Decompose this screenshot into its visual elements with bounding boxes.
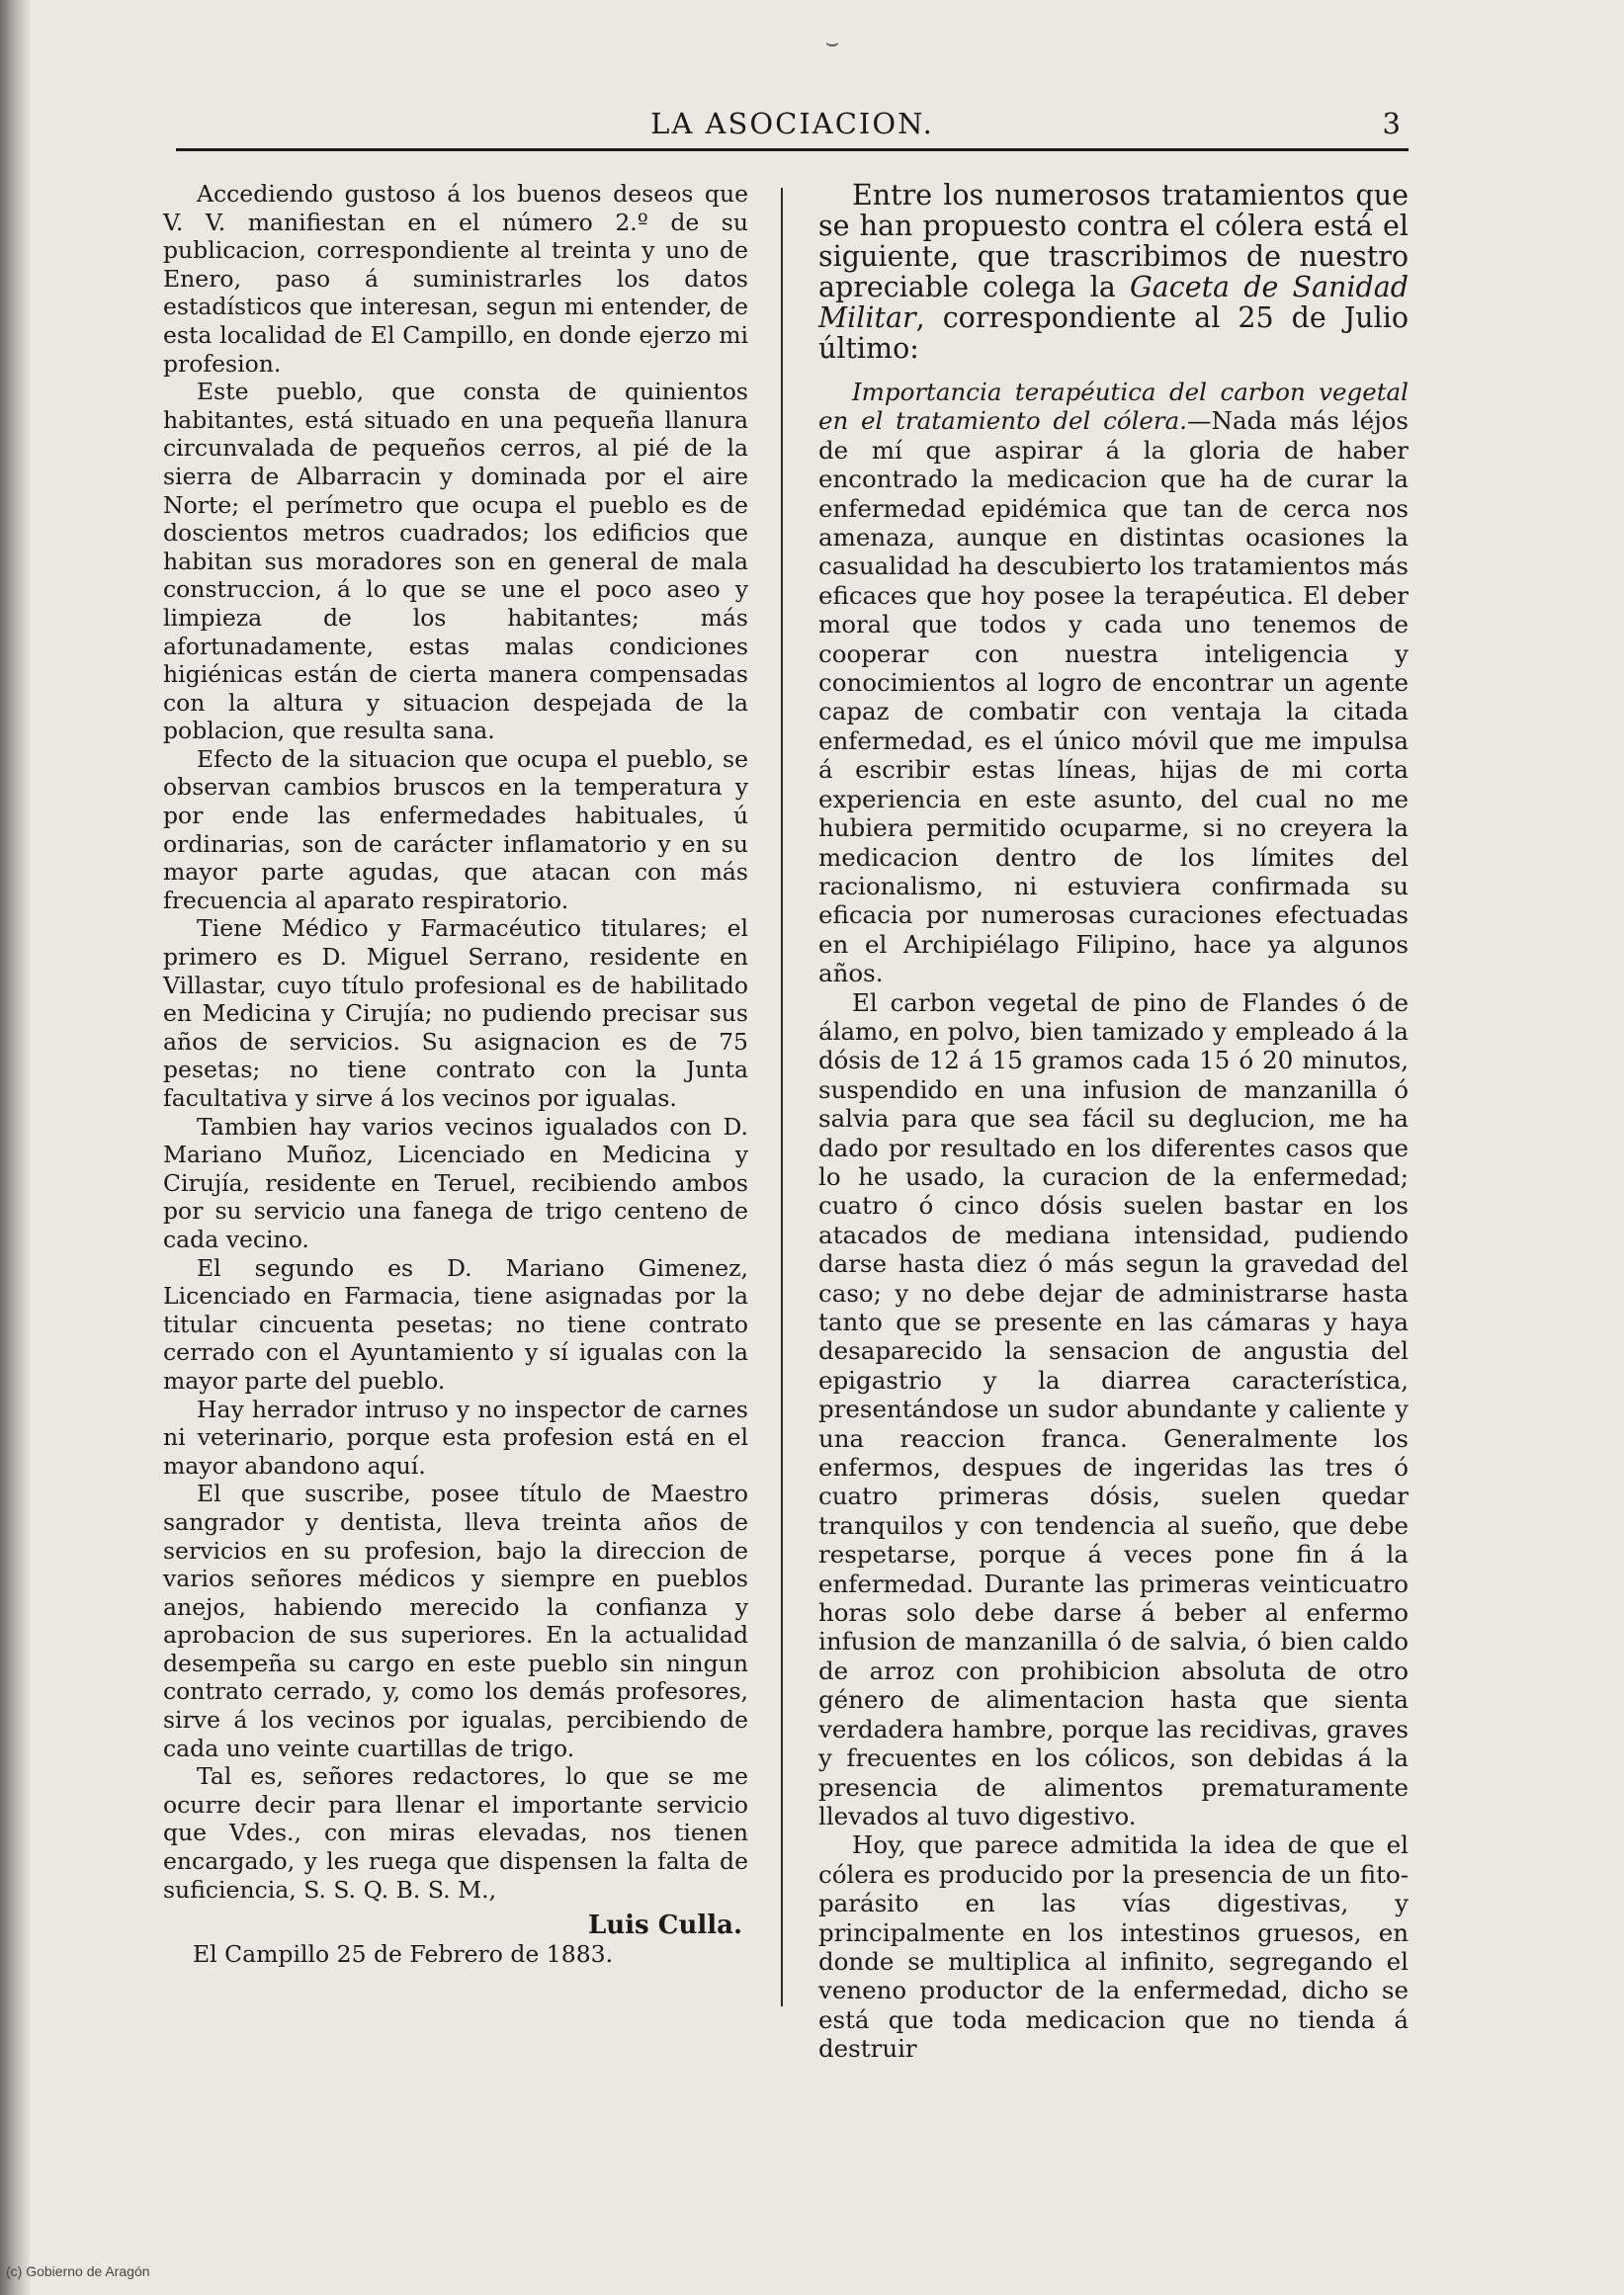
paragraph: Hoy, que parece admitida la idea de que el cólera es producido por la presencia de un fito-parásito en las vías digestivas, y principalmente en los intestinos gruesos, en donde se multiplica al infinito, segregando el veneno productor de la enfermedad, dicho se está que toda medicacion que no tienda á destruir: [818, 1830, 1409, 2064]
article-paragraph: [818, 378, 1409, 988]
page-title: LA ASOCIACION.: [650, 107, 934, 140]
journal-name: Gaceta de Sanidad Militar: [818, 271, 1409, 334]
article-title: Importancia terapéutica del carbon vegetal en el tratamiento del cólera.: [818, 378, 1409, 436]
book-spine-shadow: [0, 0, 30, 2295]
lead-paragraph: [818, 180, 1409, 364]
lead-text-end: , correspondiente al 25 de Julio último:: [818, 301, 1409, 365]
paragraph: Tiene Médico y Farmacéutico titulares; el primero es D. Miguel Serrano, residente en Villastar, cuyo título profesional es de habilitado en Medicina y Cirujía; no pudiendo precisar sus años de servicios. Su asignacion es de 75 pesetas; no tiene contrato con la Junta facultativa y sirve á los vecinos por igualas.: [163, 914, 748, 1112]
lead-text: Entre los numerosos tratamientos que se han propuesto contra el cólera está el siguiente, que trascribimos de nuestro apreciable colega la: [818, 179, 1409, 303]
paragraph: El carbon vegetal de pino de Flandes ó de álamo, en polvo, bien tamizado y empleado á la dósis de 12 á 15 gramos cada 15 ó 20 minutos, suspendido en una infusion de manzanilla ó salvia para que sea fácil su deglucion, me ha dado por resultado en los diferentes casos que lo he usado, la curacion de la enfermedad; cuatro ó cinco dósis suelen bastar en los atacados de mediana intensidad, pudiendo darse hasta diez ó más segun la gravedad del caso; y no debe dejar de administrarse hasta tanto que se presente en las cámaras y haya desaparecido la sensacion de angustia del epigastrio y la diarrea característica, presentándose un sudor abundante y caliente y una reaccion franca. Generalmente los enfermos, despues de ingeridas las tres ó cuatro primeras dósis, suelen quedar tranquilos y con tendencia al sueño, que debe respetarse, porque á veces pone fin á la enfermedad. Durante las primeras veinticuatro horas solo debe darse á beber al enfermo infusion de manzanilla ó de salvia, ó bien caldo de arroz con prohibicion absoluta de otro género de alimentacion hasta que sienta verdadera hambre, porque las recidivas, graves y frecuentes en los cólicos, son debidas á la presencia de alimentos prematuramente llevados al tuvo digestivo.: [818, 987, 1409, 1830]
paragraph: Tal es, señores redactores, lo que se me ocurre decir para llenar el importante servicio que Vdes., con miras elevadas, nos tienen encargado, y les ruega que dispensen la falta de suficiencia, S. S. Q. B. S. M.,: [163, 1762, 748, 1904]
copyright-credit: (c) Gobierno de Aragón: [6, 2263, 150, 2279]
paragraph: Tambien hay varios vecinos igualados con D. Mariano Muñoz, Licenciado en Medicina y Cirujía, residente en Teruel, recibiendo ambos por su servicio una fanega de trigo centeno de cada vecino.: [163, 1112, 748, 1253]
paragraph: El que suscribe, posee título de Maestro sangrador y dentista, lleva treinta años de servicios en su profesion, bajo la direccion de varios señores médicos y siempre en pueblos anejos, habiendo merecido la confianza y aprobacion de sus superiores. En la actualidad desempeña su cargo en este pueblo sin ningun contrato cerrado, y, como los demás profesores, sirve á los vecinos por igualas, percibiendo de cada uno veinte cuartillas de trigo.: [163, 1480, 748, 1762]
paragraph: Este pueblo, que consta de quinientos habitantes, está situado en una pequeña llanura circunvalada de pequeños cerros, al pié de la sierra de Albarracin y dominada por el aire Norte; el perímetro que ocupa el pueblo es de doscientos metros cuadrados; los edificios que habitan sus moradores son en general de mala construccion, á lo que se une el poco aseo y limpieza de los habitantes; más afortunadamente, estas malas condiciones higiénicas están de cierta manera compensadas con la altura y situacion despejada de la poblacion, que resulta sana.: [163, 378, 748, 745]
right-column: [818, 180, 1409, 2064]
column-divider: [781, 188, 783, 2006]
paragraph: El segundo es D. Mariano Gimenez, Licenciado en Farmacia, tiene asignadas por la titular cincuenta pesetas; no tiene contrato cerrado con el Ayuntamiento y sí igualas con la mayor parte del pueblo.: [163, 1253, 748, 1395]
signature: Luis Culla.: [588, 1911, 742, 1941]
dateline: El Campillo 25 de Febrero de 1883.: [193, 1939, 614, 1968]
page-header: [176, 99, 1409, 142]
left-column: [163, 180, 748, 1968]
page-number: 3: [1382, 107, 1401, 140]
ornament-mark: ⌣: [824, 31, 840, 55]
paragraph: Efecto de la situacion que ocupa el pueblo, se observan cambios bruscos en la temperatura y por ende las enfermedades habituales, ú ordinarias, son de carácter inflamatorio y en su mayor parte agudas, que atacan con más frecuencia al aparato respiratorio.: [163, 744, 748, 914]
paragraph: Hay herrador intruso y no inspector de carnes ni veterinario, porque esta profesion está en el mayor abandono aquí.: [163, 1395, 748, 1480]
paragraph: Accediendo gustoso á los buenos deseos que V. V. manifiestan en el número 2.º de su publicacion, correspondiente al treinta y uno de Enero, paso á suministrarles los datos estadísticos que interesan, segun mi entender, de esta localidad de El Campillo, en donde ejerzo mi profesion.: [163, 180, 748, 378]
header-rule: [176, 148, 1409, 151]
article-intro: —Nada más léjos de mí que aspirar á la gloria de haber encontrado la medicacion que ha de curar la enfermedad epidémica que tan de cerca nos amenaza, aunque en distintas ocasiones la casualidad ha descubierto los tratamientos más eficaces que hoy posee la terapéutica. El deber moral que todos y cada uno tenemos de cooperar con nuestra inteligencia y conocimientos al logro de encontrar un agente capaz de combatir con ventaja la citada enfermedad, es el único móvil que me impulsa á escribir estas líneas, hijas de mi corta experiencia en este asunto, del cual no me hubiera permitido ocuparme, si no creyera la medicacion dentro de los límites del racionalismo, ni estuviera confirmada su eficacia por numerosas curaciones efectuadas en el Archipiélago Filipino, hace ya algunos años.: [818, 406, 1409, 988]
